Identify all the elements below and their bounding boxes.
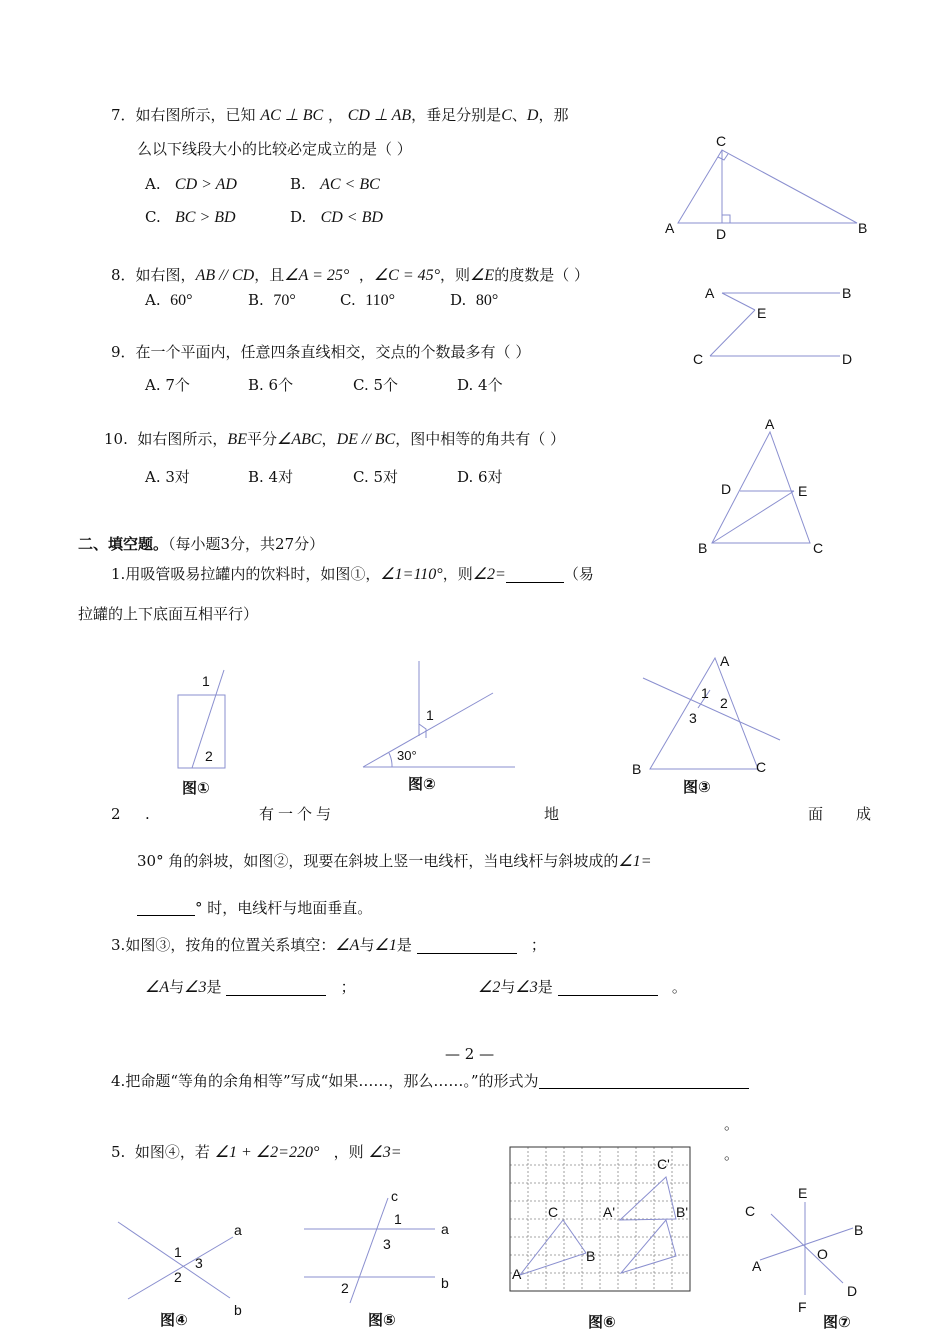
q7-option-a-expr: CD > AD (174, 176, 237, 193)
fig6-caption: 图⑥ (588, 1313, 616, 1331)
f3-yu-1: 与 (359, 936, 375, 954)
f5-ask: ∠3= (368, 1144, 402, 1161)
fig2-caption: 图② (408, 775, 436, 793)
f5-text: 如图④，若 (134, 1143, 210, 1161)
f3-yu-2: 与 (169, 978, 185, 996)
f2-line2-expr: ∠1= (618, 853, 652, 870)
q7-line2: 么以下线段大小的比较必定成立的是（ ） (137, 140, 412, 158)
q8-label-c: C (693, 351, 704, 367)
fig2-label-30: 30° (397, 748, 417, 763)
q10-option-a: A. 3对 (145, 468, 190, 486)
q10-label-a: A (765, 416, 775, 432)
q7-dot: 、 (511, 106, 527, 124)
f3-e1: ∠A (335, 937, 360, 954)
q10-option-b: B. 4对 (248, 468, 294, 486)
f2-word-2: 地 (544, 805, 560, 823)
fig1-label-1: 1 (202, 673, 210, 689)
f3-blank-3[interactable] (558, 980, 658, 996)
q8-cond2: ∠A = 25° (284, 267, 350, 284)
f3-line1 (111, 938, 546, 954)
f3-shi-2: 是 (206, 978, 222, 996)
f1-text-c: （易 (563, 565, 594, 583)
fig5-label-1: 1 (394, 1211, 402, 1227)
q10-text: 如右图所示， (137, 430, 228, 448)
f1-text-b: ，则 (442, 565, 473, 583)
f1-answer-blank[interactable] (506, 567, 564, 583)
fig3-label-a: A (720, 653, 730, 669)
q7-number: 7． (111, 106, 136, 124)
q10-label-d: D (721, 481, 732, 497)
q7-label-d: D (716, 226, 727, 242)
q8-option-a-value: 60° (170, 292, 193, 309)
fig6-label-c-prime: C' (657, 1156, 670, 1172)
figure-6 (508, 1145, 703, 1335)
q8-option-a-label: A. (145, 291, 161, 309)
f2-line3 (137, 900, 372, 916)
q10-line1 (104, 432, 565, 448)
f3-end-3: 。 (671, 978, 687, 996)
q7-option-a (145, 177, 237, 193)
q8-option-c (340, 293, 395, 309)
fig4-label-1: 1 (174, 1244, 182, 1260)
f5-number: 5. (111, 1143, 126, 1161)
q9-line1 (111, 345, 530, 360)
q10-label-c: C (813, 540, 824, 556)
q7-text-c: ，那 (538, 106, 569, 124)
q8-text: 如右图， (135, 266, 196, 284)
fig7-label-e: E (798, 1185, 808, 1201)
fig7-label-o: O (817, 1246, 828, 1262)
f4-line1 (111, 1073, 749, 1089)
f3-e6: ∠3 (515, 979, 538, 996)
fig1-label-2: 2 (205, 748, 213, 764)
f3-end-2: ； (340, 978, 356, 996)
fig6-label-b-prime: B' (676, 1204, 689, 1220)
q7-option-d (290, 210, 383, 226)
fig7-label-b: B (854, 1222, 864, 1238)
q8-option-d-value: 80° (475, 292, 499, 309)
q7-p1: C (501, 107, 512, 124)
fig7-label-a: A (752, 1258, 762, 1274)
section2-note: （每小题3分，共27分） (168, 535, 325, 553)
fig4-label-2: 2 (174, 1269, 182, 1285)
q7-option-b-expr: AC < BC (320, 176, 380, 193)
q9-option-a: A. 7个 (145, 376, 190, 394)
fig5-label-2: 2 (341, 1280, 349, 1296)
figure-3 (630, 650, 790, 800)
f1-number: 1. (111, 565, 126, 583)
q7-label-a: A (665, 220, 675, 236)
q10-label-e: E (798, 483, 808, 499)
fig1-caption: 图① (182, 779, 210, 797)
f3-number: 3. (111, 936, 126, 954)
fig3-label-3: 3 (689, 710, 697, 726)
f5-expr: ∠1 + ∠2=220° (214, 1144, 320, 1161)
f3-line2b (478, 980, 687, 996)
q10-text-c: ，图中相等的角共有（ ） (395, 430, 566, 448)
q7-text-b: ，垂足分别是 (411, 106, 502, 124)
f5-line1 (111, 1145, 402, 1161)
fig5-label-b: b (441, 1275, 449, 1291)
figure-7 (735, 1180, 885, 1340)
q10-cond2: ∠ABC (276, 431, 322, 448)
fig3-label-b: B (632, 761, 642, 777)
f5-end: 。 (724, 1145, 740, 1163)
q7-option-c-label: C. (145, 208, 161, 226)
figure-5 (300, 1185, 460, 1335)
q9-option-c: C. 5个 (353, 376, 399, 394)
f2-answer-blank[interactable] (137, 900, 195, 916)
q8-text-c: ，则 (440, 266, 471, 284)
f3-shi-3: 是 (537, 978, 553, 996)
q8-option-d-label: D. (450, 291, 467, 309)
fig5-caption: 图⑤ (368, 1311, 396, 1329)
q8-cond1: AB // CD (195, 267, 255, 284)
f3-text: 如图③，按角的位置关系填空： (125, 936, 336, 954)
f3-e4: ∠3 (184, 979, 207, 996)
fig5-label-c: c (391, 1188, 398, 1204)
fig6-label-b: B (586, 1248, 596, 1264)
q7-option-d-label: D. (290, 208, 307, 226)
q10-sep: ， (321, 430, 337, 448)
f1-ask: ∠2= (472, 566, 506, 583)
q8-option-b-label: B. (248, 291, 264, 309)
q9-option-b: B. 6个 (248, 376, 294, 394)
fig6-label-a-prime: A' (603, 1204, 616, 1220)
fig2-label-1: 1 (426, 707, 434, 723)
q7-sep: ， (327, 106, 343, 124)
fig4-caption: 图④ (160, 1311, 188, 1329)
q10-text-b: 平分 (246, 430, 277, 448)
fig4-label-3: 3 (195, 1255, 203, 1271)
f2-line3-text: ° 时，电线杆与地面垂直。 (195, 899, 373, 917)
q8-figure (690, 280, 870, 375)
fig3-caption: 图③ (683, 778, 711, 796)
q8-option-c-value: 110° (365, 292, 396, 309)
fig7-label-d: D (847, 1283, 858, 1299)
q10-number: 10. (104, 430, 128, 448)
f3-e5: ∠2 (478, 979, 501, 996)
section2-heading (78, 537, 324, 552)
q8-option-a (145, 293, 193, 309)
q8-line1: 8．如右图，AB // CD，且∠A = 25° ，∠C = 45°，则∠E的度数是（ ） (111, 266, 589, 284)
q8-angle: ∠E (470, 267, 495, 284)
q8-label-d: D (842, 351, 853, 367)
f2-word-3: 面 (808, 805, 824, 823)
q10-option-c: C. 5对 (353, 468, 399, 486)
q10-option-d: D. 6对 (457, 468, 503, 486)
q7-label-b: B (858, 220, 868, 236)
f2-dot: . (145, 805, 150, 823)
q8-cond3: ∠C = 45° (373, 267, 441, 284)
q8-option-c-label: C. (340, 291, 356, 309)
q7-label-c: C (716, 133, 727, 149)
page-number: — 2 — (445, 1045, 495, 1063)
fig7-caption: 图⑦ (823, 1313, 851, 1331)
fig4-label-a: a (234, 1222, 242, 1238)
f3-yu-3: 与 (500, 978, 516, 996)
f3-end-1: ； (530, 936, 546, 954)
f4-number: 4. (111, 1072, 126, 1090)
fig4-label-b: b (234, 1302, 242, 1318)
fig7-label-f: F (798, 1299, 807, 1315)
f2-number: 2 (111, 805, 121, 823)
f2-word-4: 成 (856, 805, 872, 823)
fig5-label-3: 3 (383, 1236, 391, 1252)
fig5-label-a: a (441, 1221, 449, 1237)
figure-2 (360, 658, 520, 793)
f4-end: 。 (724, 1115, 740, 1133)
fig3-label-1: 1 (701, 685, 709, 701)
f4-answer-blank[interactable] (539, 1073, 749, 1089)
f2-line2 (137, 854, 652, 870)
q7-option-b (290, 177, 380, 193)
f3-e2: ∠1 (374, 937, 397, 954)
q7-option-c-expr: BC > BD (175, 209, 236, 226)
f4-text: 把命题“等角的余角相等”写成“如果……，那么……。”的形式为 (125, 1072, 539, 1090)
figure-4 (110, 1215, 265, 1335)
fig3-label-2: 2 (720, 695, 728, 711)
q8-option-d (450, 293, 498, 309)
fig6-label-c: C (548, 1204, 559, 1220)
f3-blank-2[interactable] (226, 980, 326, 996)
q9-number: 9． (111, 343, 136, 361)
q7-option-d-expr: CD < BD (320, 209, 383, 226)
q9-option-d: D. 4个 (457, 376, 503, 394)
q7-figure (660, 130, 880, 250)
q7-cond1: AC ⊥ BC (260, 107, 324, 124)
f1-line2: 拉罐的上下底面互相平行） (78, 605, 259, 623)
q8-number: 8． (111, 266, 136, 284)
f2-line2-text: 30° 角的斜坡，如图②，现要在斜坡上竖一电线杆，当电线杆与斜坡成的 (137, 852, 619, 870)
q7-option-a-label: A. (145, 175, 161, 193)
q8-label-b: B (842, 285, 852, 301)
f1-text: 用吸管吸易拉罐内的饮料时，如图①， (125, 565, 381, 583)
q7-p2: D (526, 107, 539, 124)
figure-1 (170, 665, 240, 800)
q8-text-d: 的度数是（ ） (494, 266, 589, 284)
f3-blank-1[interactable] (417, 938, 517, 954)
q7-cond2: CD ⊥ AB (347, 107, 412, 124)
q10-figure (690, 415, 850, 560)
q7-text: 如右图所示，已知 (135, 106, 256, 124)
f1-line1 (111, 567, 594, 583)
fig6-label-a: A (512, 1266, 522, 1282)
q10-cond3: DE // BC (336, 431, 396, 448)
f2-word-1: 有一个与 (259, 805, 336, 823)
fig3-label-c: C (756, 759, 767, 775)
q10-label-b: B (698, 540, 708, 556)
q8-text-b: ，且 (254, 266, 285, 284)
f5-text-b: ，则 (333, 1143, 364, 1161)
f3-line2a (145, 980, 356, 996)
f1-expr: ∠1=110° (380, 566, 443, 583)
q8-option-b-value: 70° (273, 292, 296, 309)
fig7-label-c: C (745, 1203, 756, 1219)
q10-cond1: BE (227, 431, 247, 448)
q7-option-c (145, 210, 236, 226)
q7-line1 (111, 108, 568, 124)
q7-option-b-label: B. (290, 175, 306, 193)
q8-label-a: A (705, 285, 715, 301)
q8-option-b (248, 293, 296, 309)
f3-e3: ∠A (145, 979, 170, 996)
q8-label-e: E (757, 305, 767, 321)
section2-title: 二、填空题。 (78, 535, 169, 553)
q9-text: 在一个平面内，任意四条直线相交，交点的个数最多有（ ） (135, 343, 531, 361)
f3-shi-1: 是 (396, 936, 412, 954)
